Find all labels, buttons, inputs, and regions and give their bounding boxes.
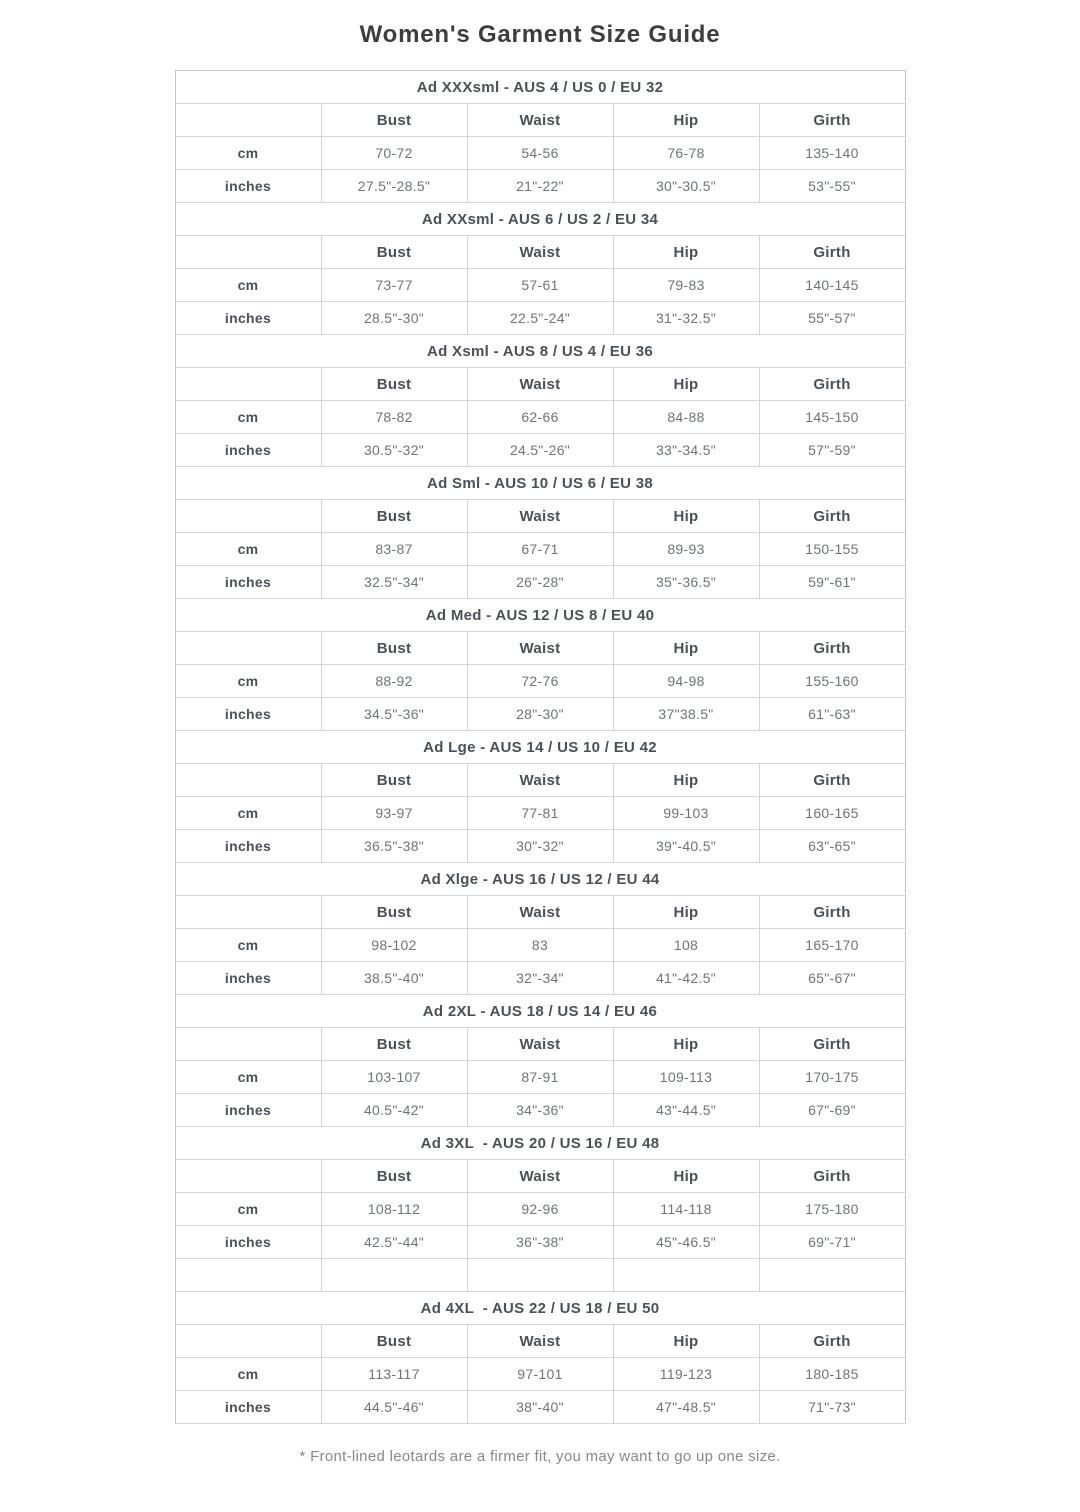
cm-value: 78-82	[322, 401, 468, 434]
size-guide-table	[175, 70, 906, 1424]
column-header-hip: Hip	[614, 896, 760, 929]
inches-row	[176, 170, 906, 203]
unit-label-cm: cm	[176, 1193, 322, 1226]
corner-empty-cell	[176, 500, 322, 533]
inches-value: 45"-46.5"	[614, 1226, 760, 1259]
unit-label-inches: inches	[176, 830, 322, 863]
section-size-title: Ad Xsml - AUS 8 / US 4 / EU 36	[176, 335, 906, 368]
unit-label-inches: inches	[176, 302, 322, 335]
empty-cell	[322, 1259, 468, 1292]
cm-value: 140-145	[760, 269, 906, 302]
cm-value: 76-78	[614, 137, 760, 170]
cm-value: 88-92	[322, 665, 468, 698]
footnote: * Front-lined leotards are a firmer fit, you may want to go up one size.	[299, 1448, 781, 1465]
column-header-girth: Girth	[760, 1325, 906, 1358]
cm-value: 113-117	[322, 1358, 468, 1391]
inches-value: 34.5"-36"	[322, 698, 468, 731]
inches-value: 59"-61"	[760, 566, 906, 599]
measurement-header-row	[176, 500, 906, 533]
inches-value: 39"-40.5"	[614, 830, 760, 863]
empty-cell	[468, 1259, 614, 1292]
inches-value: 33"-34.5"	[614, 434, 760, 467]
cm-row	[176, 401, 906, 434]
column-header-hip: Hip	[614, 632, 760, 665]
corner-empty-cell	[176, 1028, 322, 1061]
column-header-bust: Bust	[322, 500, 468, 533]
section-size-title: Ad Med - AUS 12 / US 8 / EU 40	[176, 599, 906, 632]
inches-value: 27.5"-28.5"	[322, 170, 468, 203]
column-header-bust: Bust	[322, 896, 468, 929]
section-size-title: Ad Xlge - AUS 16 / US 12 / EU 44	[176, 863, 906, 896]
column-header-bust: Bust	[322, 236, 468, 269]
inches-value: 36"-38"	[468, 1226, 614, 1259]
unit-label-inches: inches	[176, 566, 322, 599]
inches-row	[176, 1391, 906, 1424]
corner-empty-cell	[176, 764, 322, 797]
column-header-waist: Waist	[468, 104, 614, 137]
unit-label-cm: cm	[176, 797, 322, 830]
column-header-hip: Hip	[614, 104, 760, 137]
measurement-header-row	[176, 104, 906, 137]
inches-value: 31"-32.5"	[614, 302, 760, 335]
cm-value: 79-83	[614, 269, 760, 302]
inches-row	[176, 302, 906, 335]
inches-value: 65"-67"	[760, 962, 906, 995]
section-title-row	[176, 335, 906, 368]
unit-label-cm: cm	[176, 665, 322, 698]
cm-row	[176, 137, 906, 170]
unit-label-cm: cm	[176, 137, 322, 170]
inches-value: 22.5"-24"	[468, 302, 614, 335]
cm-value: 98-102	[322, 929, 468, 962]
inches-row	[176, 962, 906, 995]
column-header-girth: Girth	[760, 1160, 906, 1193]
column-header-waist: Waist	[468, 1160, 614, 1193]
inches-row	[176, 1094, 906, 1127]
section-size-title: Ad XXXsml - AUS 4 / US 0 / EU 32	[176, 71, 906, 104]
column-header-hip: Hip	[614, 368, 760, 401]
cm-value: 135-140	[760, 137, 906, 170]
cm-value: 73-77	[322, 269, 468, 302]
inches-value: 28.5"-30"	[322, 302, 468, 335]
empty-cell	[176, 1259, 322, 1292]
column-header-waist: Waist	[468, 368, 614, 401]
unit-label-cm: cm	[176, 1358, 322, 1391]
measurement-header-row	[176, 764, 906, 797]
column-header-waist: Waist	[468, 236, 614, 269]
inches-value: 30"-30.5"	[614, 170, 760, 203]
unit-label-inches: inches	[176, 698, 322, 731]
cm-value: 87-91	[468, 1061, 614, 1094]
page-title: Women's Garment Size Guide	[359, 21, 721, 48]
section-title-row	[176, 599, 906, 632]
column-header-hip: Hip	[614, 500, 760, 533]
cm-value: 99-103	[614, 797, 760, 830]
section-size-title: Ad 4XL - AUS 22 / US 18 / EU 50	[176, 1292, 906, 1325]
measurement-header-row	[176, 632, 906, 665]
inches-value: 61"-63"	[760, 698, 906, 731]
cm-value: 62-66	[468, 401, 614, 434]
corner-empty-cell	[176, 368, 322, 401]
inches-row	[176, 830, 906, 863]
inches-value: 69"-71"	[760, 1226, 906, 1259]
cm-value: 77-81	[468, 797, 614, 830]
empty-cell	[614, 1259, 760, 1292]
cm-value: 94-98	[614, 665, 760, 698]
cm-value: 150-155	[760, 533, 906, 566]
measurement-header-row	[176, 1325, 906, 1358]
column-header-hip: Hip	[614, 1325, 760, 1358]
inches-value: 63"-65"	[760, 830, 906, 863]
section-title-row	[176, 203, 906, 236]
cm-value: 170-175	[760, 1061, 906, 1094]
column-header-hip: Hip	[614, 1028, 760, 1061]
cm-value: 180-185	[760, 1358, 906, 1391]
cm-value: 119-123	[614, 1358, 760, 1391]
empty-cell	[760, 1259, 906, 1292]
cm-value: 165-170	[760, 929, 906, 962]
unit-label-inches: inches	[176, 1391, 322, 1424]
cm-row	[176, 1358, 906, 1391]
column-header-girth: Girth	[760, 368, 906, 401]
inches-value: 71"-73"	[760, 1391, 906, 1424]
section-title-row	[176, 863, 906, 896]
unit-label-inches: inches	[176, 170, 322, 203]
column-header-girth: Girth	[760, 104, 906, 137]
column-header-girth: Girth	[760, 764, 906, 797]
inches-row	[176, 1226, 906, 1259]
cm-row	[176, 929, 906, 962]
column-header-bust: Bust	[322, 1160, 468, 1193]
corner-empty-cell	[176, 896, 322, 929]
section-size-title: Ad Sml - AUS 10 / US 6 / EU 38	[176, 467, 906, 500]
column-header-girth: Girth	[760, 632, 906, 665]
inches-value: 30.5"-32"	[322, 434, 468, 467]
section-title-row	[176, 995, 906, 1028]
cm-row	[176, 1061, 906, 1094]
inches-value: 43"-44.5"	[614, 1094, 760, 1127]
column-header-bust: Bust	[322, 632, 468, 665]
measurement-header-row	[176, 236, 906, 269]
inches-value: 44.5"-46"	[322, 1391, 468, 1424]
column-header-waist: Waist	[468, 896, 614, 929]
inches-value: 38.5"-40"	[322, 962, 468, 995]
cm-value: 108	[614, 929, 760, 962]
column-header-bust: Bust	[322, 368, 468, 401]
corner-empty-cell	[176, 632, 322, 665]
column-header-waist: Waist	[468, 1028, 614, 1061]
unit-label-inches: inches	[176, 1226, 322, 1259]
cm-value: 83	[468, 929, 614, 962]
inches-row	[176, 698, 906, 731]
inches-value: 55"-57"	[760, 302, 906, 335]
column-header-hip: Hip	[614, 1160, 760, 1193]
cm-value: 92-96	[468, 1193, 614, 1226]
unit-label-cm: cm	[176, 533, 322, 566]
cm-value: 108-112	[322, 1193, 468, 1226]
cm-value: 54-56	[468, 137, 614, 170]
unit-label-inches: inches	[176, 962, 322, 995]
cm-value: 72-76	[468, 665, 614, 698]
inches-value: 36.5"-38"	[322, 830, 468, 863]
measurement-header-row	[176, 1028, 906, 1061]
cm-row	[176, 1193, 906, 1226]
inches-value: 35"-36.5"	[614, 566, 760, 599]
inches-value: 37"38.5"	[614, 698, 760, 731]
cm-value: 70-72	[322, 137, 468, 170]
corner-empty-cell	[176, 104, 322, 137]
section-title-row	[176, 1127, 906, 1160]
cm-value: 67-71	[468, 533, 614, 566]
section-size-title: Ad 3XL - AUS 20 / US 16 / EU 48	[176, 1127, 906, 1160]
cm-value: 109-113	[614, 1061, 760, 1094]
section-title-row	[176, 1292, 906, 1325]
cm-value: 175-180	[760, 1193, 906, 1226]
empty-spacer-row	[176, 1259, 906, 1292]
inches-value: 40.5"-42"	[322, 1094, 468, 1127]
cm-value: 97-101	[468, 1358, 614, 1391]
cm-value: 83-87	[322, 533, 468, 566]
inches-value: 26"-28"	[468, 566, 614, 599]
cm-value: 93-97	[322, 797, 468, 830]
column-header-bust: Bust	[322, 1325, 468, 1358]
inches-value: 41"-42.5"	[614, 962, 760, 995]
column-header-girth: Girth	[760, 896, 906, 929]
cm-row	[176, 533, 906, 566]
column-header-hip: Hip	[614, 764, 760, 797]
column-header-waist: Waist	[468, 500, 614, 533]
column-header-waist: Waist	[468, 1325, 614, 1358]
cm-row	[176, 269, 906, 302]
cm-value: 155-160	[760, 665, 906, 698]
column-header-waist: Waist	[468, 632, 614, 665]
measurement-header-row	[176, 1160, 906, 1193]
cm-value: 160-165	[760, 797, 906, 830]
cm-value: 89-93	[614, 533, 760, 566]
section-size-title: Ad XXsml - AUS 6 / US 2 / EU 34	[176, 203, 906, 236]
inches-value: 47"-48.5"	[614, 1391, 760, 1424]
corner-empty-cell	[176, 236, 322, 269]
column-header-girth: Girth	[760, 1028, 906, 1061]
inches-value: 67"-69"	[760, 1094, 906, 1127]
inches-row	[176, 434, 906, 467]
inches-value: 53"-55"	[760, 170, 906, 203]
column-header-bust: Bust	[322, 1028, 468, 1061]
unit-label-cm: cm	[176, 929, 322, 962]
inches-row	[176, 566, 906, 599]
section-title-row	[176, 467, 906, 500]
column-header-girth: Girth	[760, 500, 906, 533]
corner-empty-cell	[176, 1325, 322, 1358]
measurement-header-row	[176, 368, 906, 401]
measurement-header-row	[176, 896, 906, 929]
cm-row	[176, 797, 906, 830]
cm-value: 114-118	[614, 1193, 760, 1226]
inches-value: 21"-22"	[468, 170, 614, 203]
inches-value: 32.5"-34"	[322, 566, 468, 599]
inches-value: 57"-59"	[760, 434, 906, 467]
inches-value: 30"-32"	[468, 830, 614, 863]
inches-value: 42.5"-44"	[322, 1226, 468, 1259]
unit-label-cm: cm	[176, 269, 322, 302]
unit-label-cm: cm	[176, 401, 322, 434]
section-title-row	[176, 71, 906, 104]
cm-value: 145-150	[760, 401, 906, 434]
unit-label-inches: inches	[176, 1094, 322, 1127]
column-header-waist: Waist	[468, 764, 614, 797]
cm-value: 57-61	[468, 269, 614, 302]
cm-row	[176, 665, 906, 698]
cm-value: 103-107	[322, 1061, 468, 1094]
inches-value: 28"-30"	[468, 698, 614, 731]
unit-label-cm: cm	[176, 1061, 322, 1094]
section-size-title: Ad 2XL - AUS 18 / US 14 / EU 46	[176, 995, 906, 1028]
column-header-hip: Hip	[614, 236, 760, 269]
unit-label-inches: inches	[176, 434, 322, 467]
corner-empty-cell	[176, 1160, 322, 1193]
column-header-bust: Bust	[322, 764, 468, 797]
inches-value: 24.5"-26"	[468, 434, 614, 467]
column-header-girth: Girth	[760, 236, 906, 269]
inches-value: 34"-36"	[468, 1094, 614, 1127]
cm-value: 84-88	[614, 401, 760, 434]
inches-value: 32"-34"	[468, 962, 614, 995]
section-title-row	[176, 731, 906, 764]
column-header-bust: Bust	[322, 104, 468, 137]
inches-value: 38"-40"	[468, 1391, 614, 1424]
section-size-title: Ad Lge - AUS 14 / US 10 / EU 42	[176, 731, 906, 764]
